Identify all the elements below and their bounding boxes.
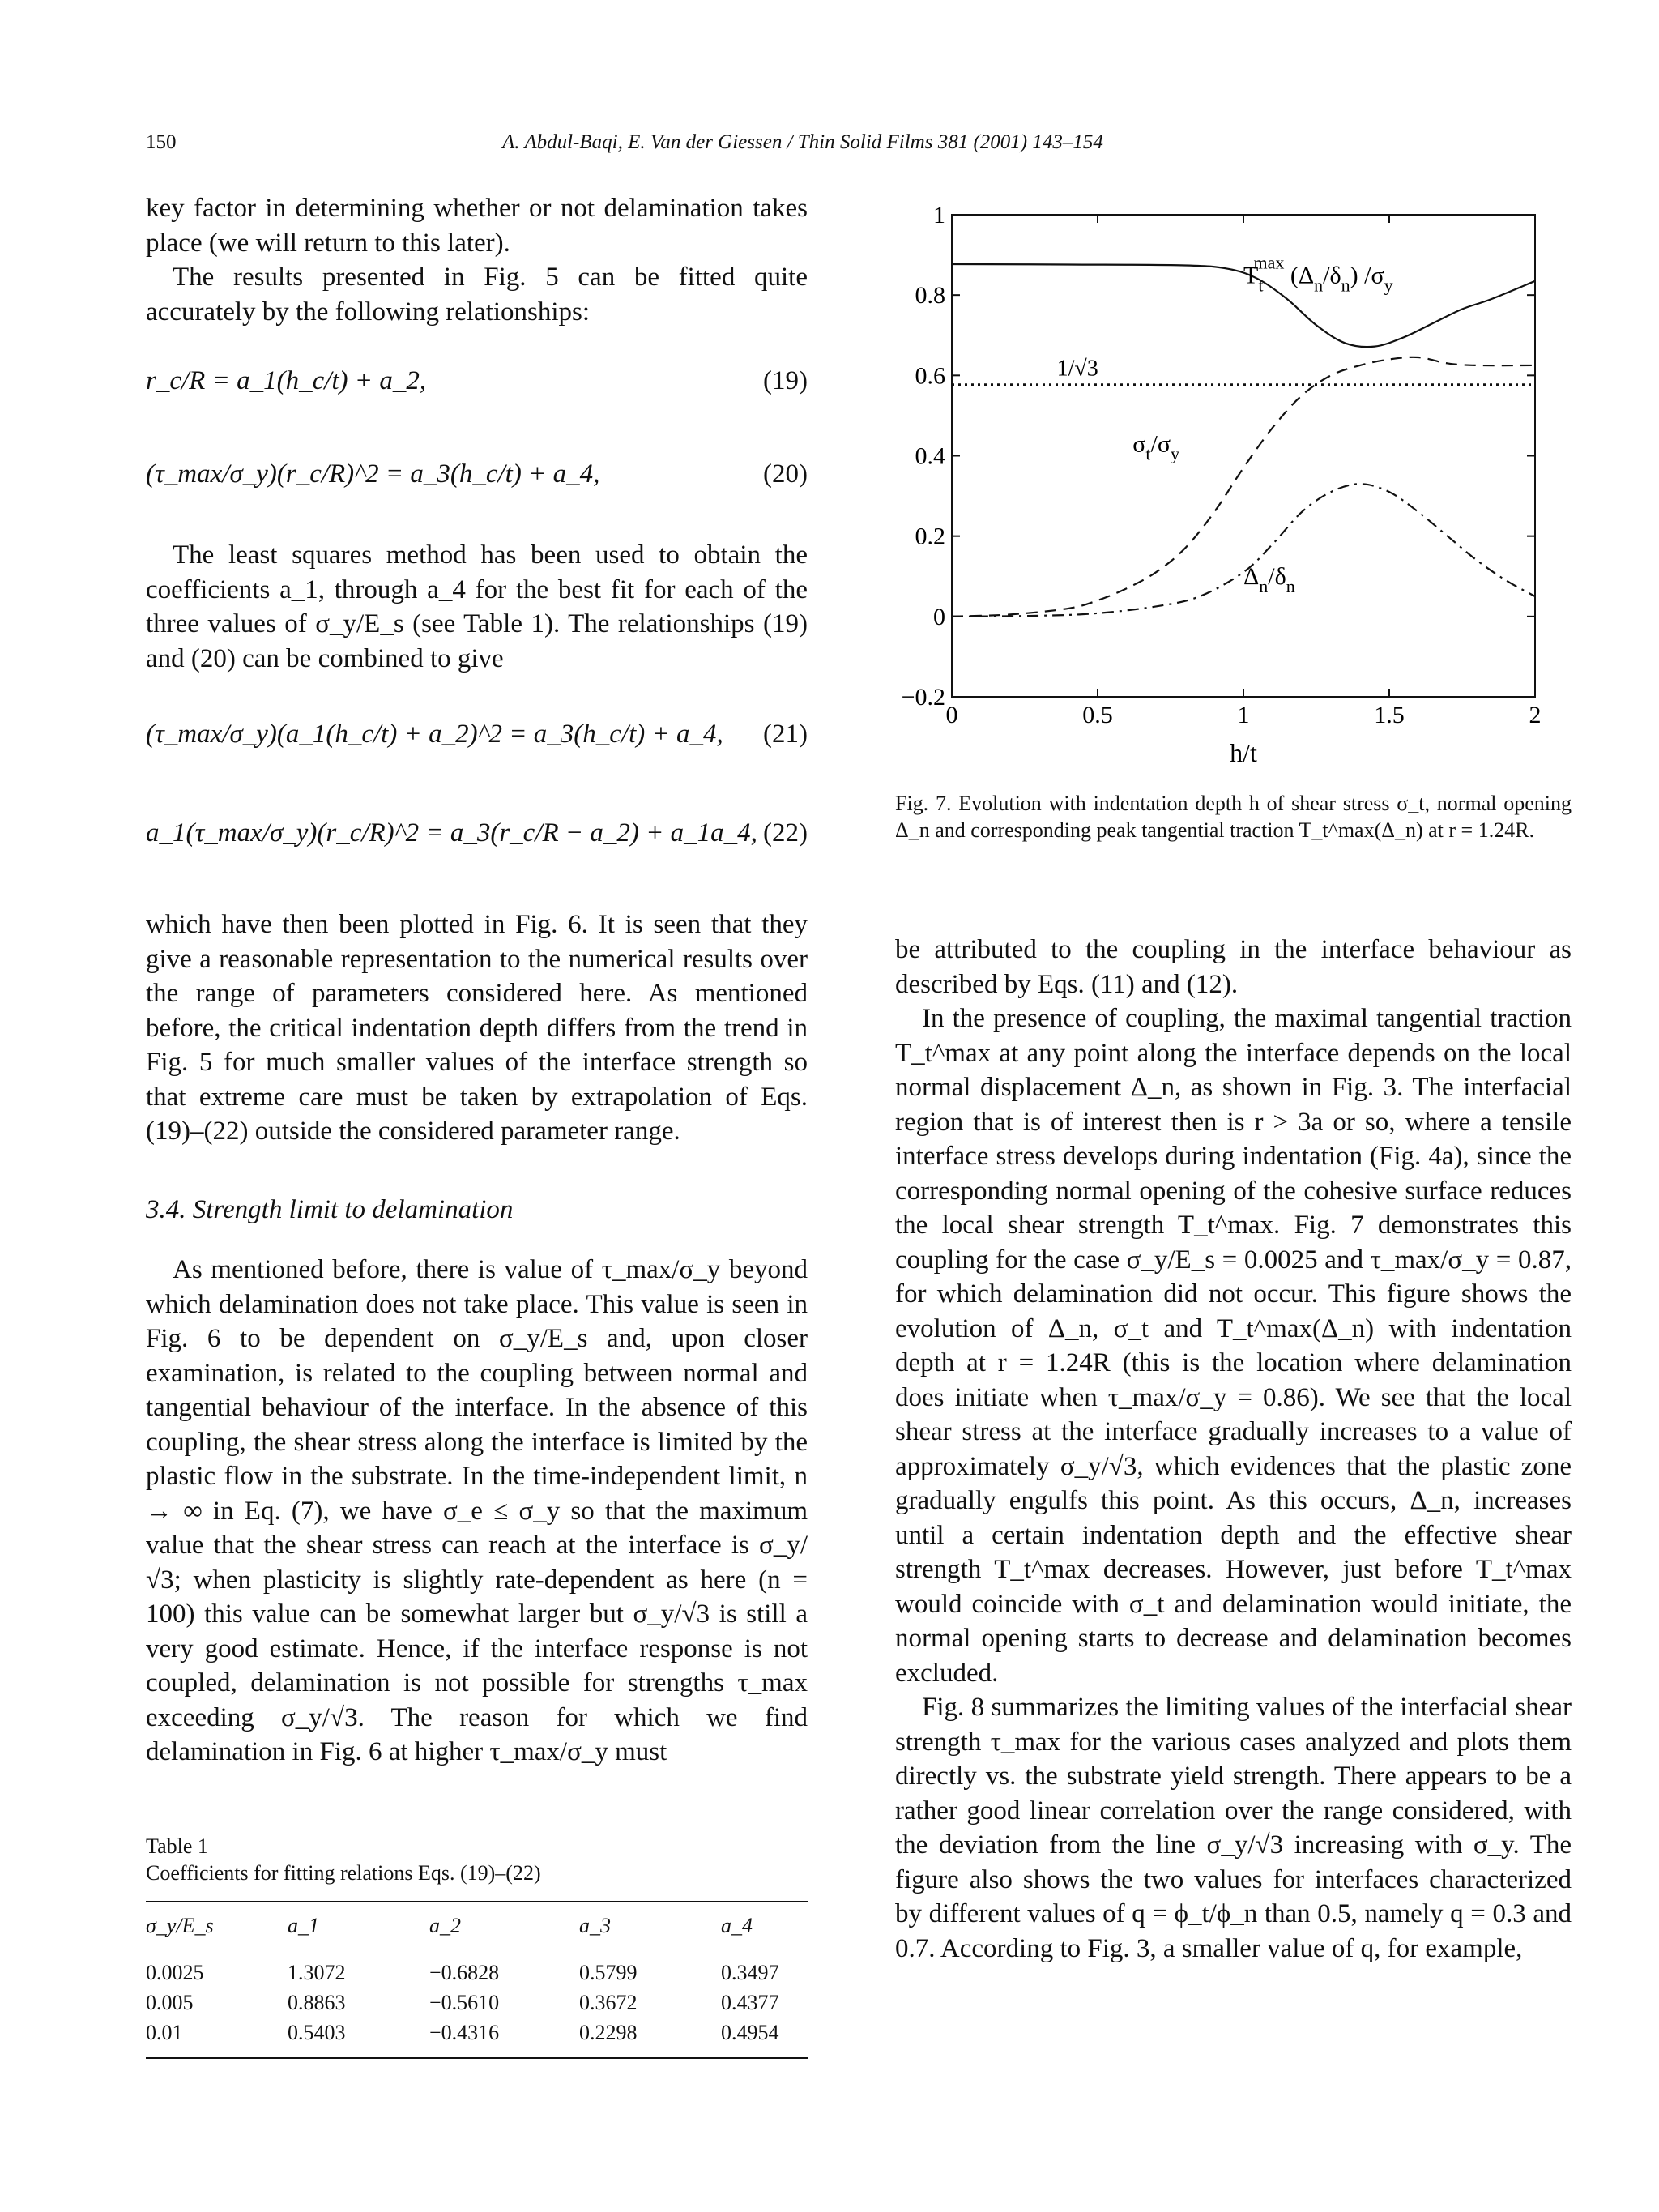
label-tmax [1243, 252, 1393, 295]
chart-root [902, 202, 1542, 767]
equation-number: (22) [763, 818, 808, 848]
paragraph: As mentioned before, there is value of τ_max/σ_y beyond which delamination does not take place. This value is seen in Fig. 6 to be dependent on σ_y/E_s and, upon closer examination, is related to the coupling between normal and tangential behaviour of the interface. In the absence of this coupling, the shear stress along the interface is limited by the plastic flow in the substrate. In the time-independent limit, n → ∞ in Eq. (7), we have σ_e ≤ σ_y so that the maximum value that the shear stress can reach at the interface is σ_y/√3; when plasticity is slightly rate-dependent as here (n = 100) this value can be somewhat larger but σ_y/√3 is still a very good estimate. Hence, if the interface response is not coupled, delamination is not possible for strengths τ_max exceeding σ_y/√3. The reason for which we find delamination in Fig. 6 at higher τ_max/σ_y must [146, 1255, 808, 1766]
label-part: T [1243, 262, 1259, 289]
table-cell: 0.2298 [579, 2021, 638, 2044]
y-tick-label: 0.2 [915, 523, 945, 550]
table-cell: −0.5610 [429, 1991, 500, 2014]
y-tick-label: 0 [933, 603, 945, 630]
paragraph: be attributed to the coupling in the interface behaviour as described by Eqs. (11) and (12). [895, 935, 1572, 999]
table-cell: 0.5403 [288, 2021, 346, 2044]
y-tick-label: 0.6 [915, 362, 945, 390]
paragraph: In the presence of coupling, the maximal tangential traction T_t^max at any point along the interface depends on the local normal displacement Δ_n, as shown in Fig. 3. The interfacial region that is of interest then is r > 3a or so, where a tensile interface stress develops during indentation (Fig. 4a), since the corresponding normal opening of the cohesive surface reduces the local shear strength T_t^max. Fig. 7 demonstrates this coupling for the case σ_y/E_s = 0.0025 and τ_max/σ_y = 0.87, for which delamination did not occur. This figure shows the evolution of Δ_n, σ_t and T_t^max(Δ_n) with indentation depth at r = 1.24R (this is the location where delamination does initiate when τ_max/σ_y = 0.86). We see that the local shear stress at the interface gradually increases to a value of approximately σ_y/√3, which evidences that the plastic zone gradually engulfs this point. As this occurs, Δ_n, increases until a certain indentation depth and the effective shear strength T_t^max decreases. However, just before T_t^max would coincide with σ_t and delamination would initiate, the normal opening starts to decrease and delamination becomes excluded. [895, 1004, 1572, 1688]
coefficients-table [146, 1902, 808, 2059]
table-row [146, 2018, 808, 2058]
paragraph: Fig. 8 summarizes the limiting values of the interfacial shear strength τ_max for the various cases analyzed and plots them directly vs. the substrate yield strength. There appears to be a rather good linear correlation over the range considered, with the deviation from the line σ_y/√3 increasing with σ_y. The figure also shows the two values for interfaces characterized by different values of q = ϕ_t/ϕ_n than 0.5, namely q = 0.3 and 0.7. According to Fig. 3, a smaller value of q, for example, [895, 1693, 1572, 1963]
label-sigma [1132, 431, 1179, 464]
label-part: n [1314, 275, 1324, 296]
paragraph: which have then been plotted in Fig. 6. It is seen that they give a reasonable representation to the numerical results over the range of parameters considered here. As mentioned before, the critical indentation depth differs from the trend in Fig. 5 for much smaller values of the interface strength so that extreme care must be taken by extrapolation of Eqs. (19)–(22) outside the considered parameter range. [146, 910, 808, 1146]
label-part: /δ [1268, 563, 1286, 591]
x-tick-label: 2 [1529, 702, 1542, 728]
label-part: ) /σ [1350, 262, 1384, 289]
table-cell: 0.5799 [579, 1961, 638, 1984]
x-tick-label: 1.5 [1374, 702, 1405, 728]
table-cell: 0.8863 [288, 1991, 346, 2014]
label-delta [1243, 563, 1295, 596]
table-cell: 0.3672 [579, 1991, 638, 2014]
label-part: Δ [1243, 563, 1260, 591]
table-cell: 0.4377 [721, 1991, 779, 2014]
table-cell: 0.3497 [721, 1961, 779, 1984]
table-header: a_3 [579, 1914, 611, 1937]
x-axis-label: h/t [1230, 738, 1257, 767]
label-part: t [1258, 275, 1264, 296]
table-1 [146, 1833, 808, 2059]
label-part: /δ [1323, 262, 1341, 289]
x-tick-label: 1 [1237, 702, 1250, 728]
table-row [146, 1988, 808, 2018]
equation-text: r_c/R = a_1(h_c/t) + a_2, [146, 366, 427, 395]
table-cell: 0.4954 [721, 2021, 779, 2044]
label-part: y [1171, 443, 1180, 464]
paragraph: The least squares method has been used to obtain the coefficients a_1, through a_4 for the best fit for each of the three values of σ_y/E_s (see Table 1). The relationships (19) and (20) can be combined to give [146, 540, 808, 673]
figure-7-caption: Fig. 7. Evolution with indentation depth h of shear stress σ_t, normal opening Δ_n and corresponding peak tangential traction T_t^max(Δ_n) at r = 1.24R. [895, 792, 1572, 842]
table-row [146, 1949, 808, 1988]
label-part: max [1253, 252, 1285, 273]
table-header: σ_y/E_s [146, 1914, 214, 1937]
table-cell: 1.3072 [288, 1961, 346, 1984]
equation-text: (τ_max/σ_y)(r_c/R)^2 = a_3(h_c/t) + a_4, [146, 459, 600, 489]
equation-text: a_1(τ_max/σ_y)(r_c/R)^2 = a_3(r_c/R − a_2) + a_1a_4, [146, 818, 757, 848]
equation-number: (19) [763, 366, 808, 395]
label-part: n [1341, 275, 1350, 296]
y-tick-label: 0.8 [915, 282, 945, 310]
table-header-row [146, 1902, 808, 1949]
table-cell: 0.0025 [146, 1961, 204, 1984]
table-header: a_1 [288, 1914, 319, 1937]
table-cell: −0.4316 [429, 2021, 500, 2044]
label-part: t [1145, 443, 1151, 464]
label-part: n [1259, 576, 1269, 597]
label-part: y [1384, 275, 1393, 296]
paragraph: key factor in determining whether or not delamination takes place (we will return to this later). [146, 194, 808, 258]
table-label: Table 1 [146, 1834, 208, 1858]
table-cell: 0.01 [146, 2021, 183, 2044]
equation-number: (21) [763, 720, 808, 749]
paragraph: The results presented in Fig. 5 can be fitted quite accurately by the following relationships: [146, 263, 808, 327]
left-column-top [146, 191, 808, 329]
axis-ticks [902, 202, 1542, 728]
label-part: σ [1132, 430, 1146, 458]
table-header: a_2 [429, 1914, 461, 1937]
label-part: /σ [1150, 430, 1171, 458]
equation-20 [146, 459, 808, 489]
equation-21 [146, 720, 808, 749]
y-tick-label: 1 [933, 202, 945, 228]
label-inv-sqrt3: 1/√3 [1056, 356, 1098, 382]
x-tick-label: 0 [945, 702, 958, 728]
table-caption: Coefficients for fitting relations Eqs. (19)–(22) [146, 1861, 541, 1885]
table-cell: −0.6828 [429, 1961, 500, 1984]
y-tick-label: −0.2 [901, 684, 945, 711]
page-number: 150 [146, 131, 177, 153]
x-tick-label: 0.5 [1082, 702, 1113, 728]
table-header: a_4 [721, 1914, 753, 1937]
label-part: (Δ [1284, 262, 1315, 289]
y-tick-label: 0.4 [915, 442, 945, 470]
label-part: n [1286, 576, 1295, 597]
figure-7-chart [859, 186, 1555, 786]
section-heading: 3.4. Strength limit to delamination [146, 1195, 514, 1224]
equation-text: (τ_max/σ_y)(a_1(h_c/t) + a_2)^2 = a_3(h_c/t) + a_4, [146, 720, 723, 749]
right-column-text [895, 933, 1572, 1966]
equation-number: (20) [763, 459, 808, 489]
journal-citation: A. Abdul-Baqi, E. Van der Giessen / Thin Solid Films 381 (2001) 143–154 [502, 131, 1103, 153]
equation-22 [146, 818, 808, 848]
table-cell: 0.005 [146, 1991, 194, 2014]
equation-19 [146, 366, 808, 396]
series-line-dashdot [952, 484, 1535, 617]
